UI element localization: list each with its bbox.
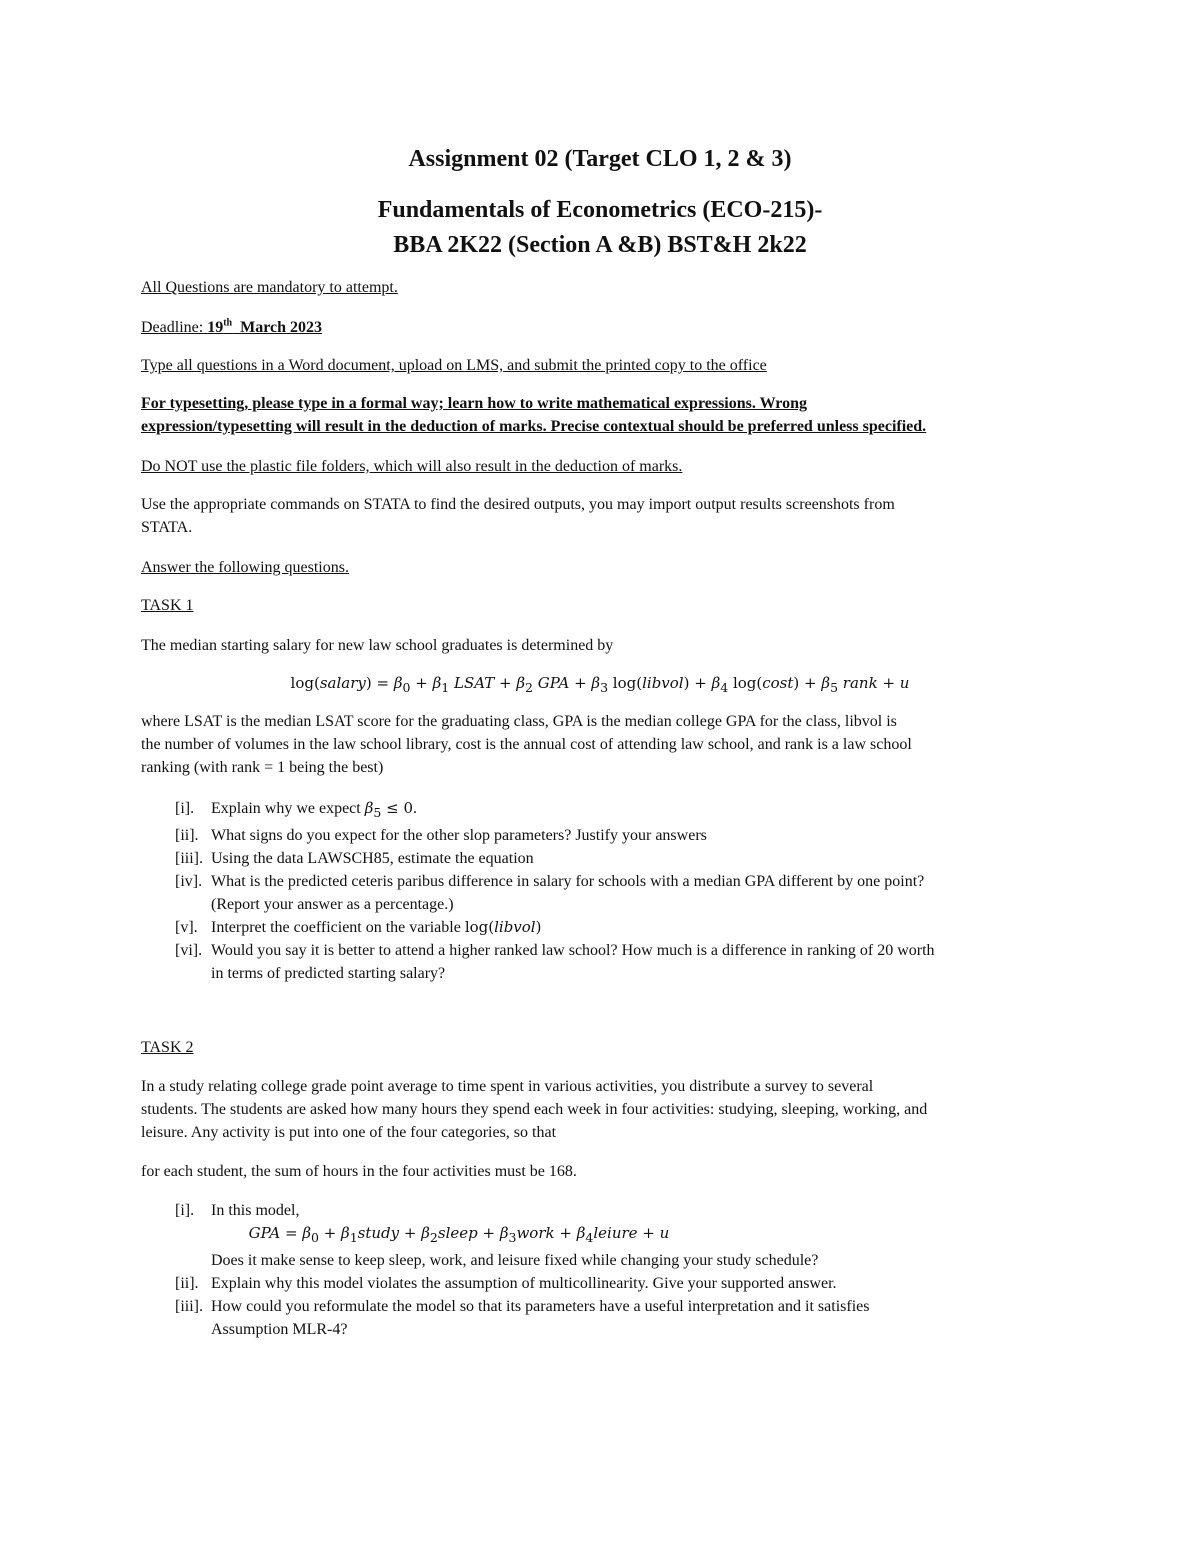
task1-where-line1: where LSAT is the median LSAT score for the graduating class, GPA is the median college GPA for the class, libvol is [141, 713, 897, 730]
question-number: [i]. [175, 1202, 195, 1219]
question-text: In this model, [211, 1202, 300, 1219]
task1-intro: The median starting salary for new law school graduates is determined by [141, 637, 614, 654]
question-number: [iii]. [175, 1298, 203, 1315]
typesetting-note-line1: For typesetting, please type in a formal way; learn how to write mathematical expressions. Wrong [141, 395, 808, 412]
answer-following: Answer the following questions. [141, 559, 349, 576]
question-text: Would you say it is better to attend a higher ranked law school? How much is a difference in ranking of 20 worth [211, 942, 935, 959]
stata-note-line2: STATA. [141, 519, 193, 536]
question-text-continued: Assumption MLR-4? [211, 1321, 348, 1338]
task1-equation: log(salary) = $\beta_0 + \beta_1$ LSAT + $\beta_2$ GPA + $\beta_3$ log(libvol) + $\beta_4$ $\log(\cos t) + \beta_5$ rank + u [290, 674, 910, 695]
list-item [175, 1199, 1075, 1272]
task2-intro-line2: students. The students are asked how many hours they spend each week in four activities: studying, sleeping, working, and [141, 1101, 928, 1118]
course-title: Fundamentals of Econometrics (ECO-215)- [377, 197, 823, 223]
task2-equation: GPA = $\beta_0$ + $\beta_1study$ + $\beta_2sleep$ + $\beta_3work$ + $\beta_4leiure + u$ [248, 1224, 670, 1245]
question-text-continued: (Report your answer as a percentage.) [211, 896, 454, 913]
question-text: Using the data LAWSCH85, estimate the equation [211, 850, 534, 867]
typesetting-note-line2: expression/typesetting will result in the deduction of marks. Precise contextual should be preferred unless specified. [141, 418, 927, 435]
question-text: What signs do you expect for the other slop parameters? Justify your answers [211, 827, 707, 844]
question-number: [ii]. [175, 1275, 199, 1292]
task2-intro-line3: leisure. Any activity is put into one of the four categories, so that [141, 1124, 557, 1141]
task2-heading: TASK 2 [141, 1039, 194, 1056]
question-number: [ii]. [175, 827, 199, 844]
deadline-month: March 2023 [232, 319, 323, 336]
question-text-continued: Does it make sense to keep sleep, work, and leisure fixed while changing your study schedule? [211, 1252, 819, 1269]
task2-question-list [175, 1199, 1075, 1341]
question-number: [iii]. [175, 850, 203, 867]
deadline-line [141, 316, 1071, 340]
list-item [175, 1272, 1075, 1295]
task1-question-list [175, 797, 1075, 985]
list-item [175, 870, 1075, 916]
mandatory-note: All Questions are mandatory to attempt. [141, 279, 398, 296]
deadline-label: Deadline: [141, 319, 208, 336]
question-text-continued: in terms of predicted starting salary? [211, 965, 446, 982]
task1-heading: TASK 1 [141, 597, 194, 614]
list-item [175, 824, 1075, 847]
list-item [175, 939, 1075, 985]
stata-note-line1: Use the appropriate commands on STATA to find the desired outputs, you may import output results screenshots from [141, 496, 895, 513]
question-number: [iv]. [175, 873, 203, 890]
question-number: [vi]. [175, 942, 203, 959]
deadline-day: 19 [207, 319, 224, 336]
no-folders-note: Do NOT use the plastic file folders, which will also result in the deduction of marks. [141, 458, 683, 475]
assignment-title: Assignment 02 (Target CLO 1, 2 & 3) [408, 146, 792, 172]
type-questions-note: Type all questions in a Word document, upload on LMS, and submit the printed copy to the office [141, 357, 767, 374]
task2-sum-line: for each student, the sum of hours in the four activities must be 168. [141, 1163, 577, 1180]
list-item [175, 797, 1075, 824]
section-title: BBA 2K22 (Section A &B) BST&H 2k22 [393, 232, 807, 258]
deadline-day-suffix: th [223, 317, 233, 329]
list-item [175, 1295, 1075, 1341]
task1-where-line3: ranking (with rank = 1 being the best) [141, 759, 384, 776]
question-number: [v]. [175, 919, 198, 936]
task2-intro-line1: In a study relating college grade point average to time spent in various activities, you distribute a survey to several [141, 1078, 874, 1095]
question-text: Explain why we expect $\beta_5 \le 0$. [211, 799, 418, 820]
question-text: Explain why this model violates the assumption of multicollinearity. Give your supported answer. [211, 1275, 837, 1292]
list-item [175, 847, 1075, 870]
question-text: How could you reformulate the model so that its parameters have a useful interpretation and it satisfies [211, 1298, 870, 1315]
question-text: What is the predicted ceteris paribus difference in salary for schools with a median GPA different by one point? [211, 873, 925, 890]
question-text: Interpret the coefficient on the variable log(libvol) [211, 918, 542, 936]
task1-where-line2: the number of volumes in the law school library, cost is the annual cost of attending law school, and rank is a law school [141, 736, 912, 753]
question-number: [i]. [175, 800, 195, 817]
list-item [175, 916, 1075, 939]
